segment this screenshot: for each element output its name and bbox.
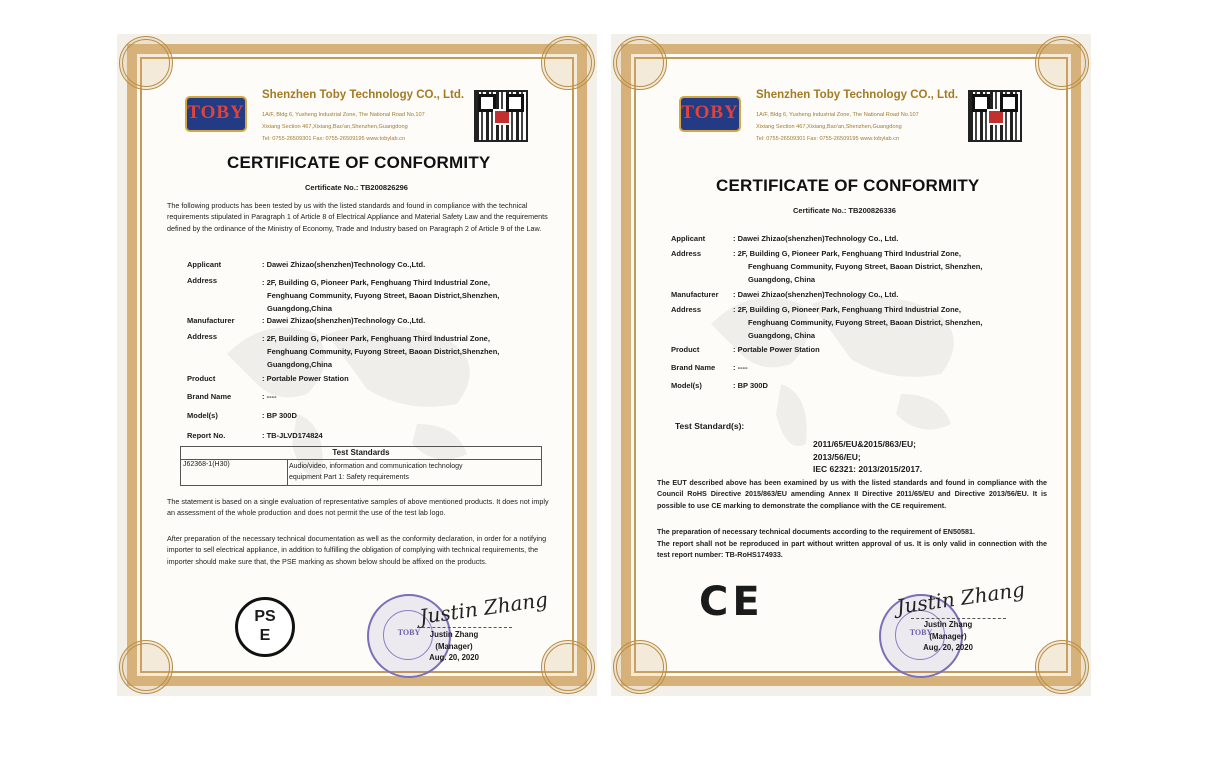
standard-item: IEC 62321: 2013/2015/2017. — [813, 464, 923, 474]
address-line: : 2F, Building G, Pioneer Park, Fenghuang Third Industrial Zone, — [262, 334, 490, 343]
toby-logo: TOBY — [185, 96, 247, 132]
signatory-block — [419, 629, 489, 664]
standard-item: 2011/65/EU&2015/863/EU; — [813, 439, 917, 449]
corner-ornament-icon — [1035, 640, 1089, 694]
field-value: : ---- — [262, 392, 277, 401]
signature-date: Aug. 20, 2020 — [923, 643, 973, 652]
company-contact-line: Tel: 0755-26509301 Fax: 0755-26509195 www.tobylab.cn — [262, 136, 406, 142]
signature-line — [417, 627, 512, 628]
field-applicant — [187, 258, 425, 271]
signature-date: Aug. 20, 2020 — [429, 653, 479, 662]
ce-certificate — [611, 34, 1091, 696]
company-address-line: Xixiang Section 467,Xixiang,Bao'an,Shenzhen,Guangdong — [262, 124, 408, 130]
field-label: Brand Name — [671, 363, 716, 372]
field-product — [671, 343, 820, 356]
field-value: : TB-JLVD174824 — [262, 431, 323, 440]
address-line: Fenghuang Community, Fuyong Street, Baoan District, Shenzhen, — [748, 318, 983, 327]
field-label: Address — [671, 305, 702, 314]
field-label: Applicant — [671, 234, 706, 243]
field-brand-name — [671, 361, 748, 374]
statement-paragraph: The EUT described above has been examined by us with the listed standards and found in compliance with the Council RoHS Directive 2015/863/EU amending Annex II Directive 2011/65/EU and Directive 2013/56/EU. It is possible to use CE marking to demonstrate the compliance with the CE requirement. — [657, 478, 1047, 510]
field-value: : Dawei Zhizao(shenzhen)Technology Co., Ltd. — [733, 290, 899, 299]
signatory-name: Justin Zhang — [429, 630, 479, 639]
pse-certificate — [117, 34, 597, 696]
standard-code: J62368-1(H30) — [181, 459, 288, 485]
test-standards-list — [813, 438, 922, 476]
pse-mark-text: E — [259, 627, 271, 644]
field-label: Model(s) — [671, 381, 702, 390]
field-value: : Portable Power Station — [733, 345, 820, 354]
pse-mark-icon — [235, 597, 295, 657]
address-line: Guangdong, China — [748, 331, 816, 340]
corner-ornament-icon — [541, 640, 595, 694]
field-label: Manufacturer — [187, 316, 235, 325]
field-address-value — [262, 332, 499, 371]
address-line: : 2F, Building G, Pioneer Park, Fenghuang Third Industrial Zone, — [262, 278, 490, 287]
field-address-label — [187, 330, 217, 343]
signatory-role: (Manager) — [435, 641, 473, 651]
company-name: Shenzhen Toby Technology CO., Ltd. — [756, 89, 959, 101]
address-line: Guangdong,China — [267, 360, 332, 369]
intro-paragraph: The following products has been tested by us with the listed standards and found in compliance with the technical requirements stipulated in Paragraph 1 of Article 8 of Electrical Appliance and Material Safety Law and the requirements defined by the ordinance of the Ministry of Economy, Trade and Industry based on Paragraph 2 of Article 9 of the Law. — [167, 201, 548, 233]
standards-table — [180, 446, 542, 486]
stamp-text: TOBY — [909, 628, 933, 637]
ce-mark-icon: CE — [699, 579, 764, 625]
company-address-line: 1A/F, Bldg 6, Yusheng Industrial Zone, The National Road No.107 — [756, 112, 919, 118]
signatory-block — [913, 619, 983, 654]
description-line: equipment Part 1: Safety requirements — [289, 474, 409, 481]
corner-ornament-icon — [119, 36, 173, 90]
field-label: Address — [187, 276, 218, 285]
field-address-value — [733, 247, 982, 286]
qr-code-icon — [474, 90, 528, 142]
handwritten-signature: Justin Zhang — [417, 587, 550, 629]
field-label: Product — [187, 374, 216, 383]
field-applicant — [671, 232, 898, 245]
field-models — [187, 409, 297, 422]
address-line: Guangdong, China — [748, 275, 816, 284]
certificate-number: Certificate No.: TB200826336 — [793, 206, 896, 215]
field-label: Model(s) — [187, 411, 218, 420]
statement-paragraph: After preparation of the necessary technical documentation as well as the conformity declaration, in order for a notifying importer to sell electrical appliance, in addition to fulfilling the obligation of complying with technical requirements, the importer should make sure that, the PSE marking as shown below should be affixed on the products. — [167, 534, 547, 566]
signatory-name: Justin Zhang — [923, 620, 973, 629]
field-report-no — [187, 429, 323, 442]
standard-description — [287, 459, 539, 485]
field-product — [187, 372, 349, 385]
field-label: Address — [187, 332, 218, 341]
statement-paragraph: The statement is based on a single evaluation of representative samples of above mentioned products. It does not imply an assessment of the whole production and does not permit the use of the test lab logo. — [167, 497, 549, 518]
address-line: : 2F, Building G, Pioneer Park, Fenghuang Third Industrial Zone, — [733, 305, 961, 314]
field-label: Brand Name — [187, 392, 232, 401]
certificate-number: Certificate No.: TB200826296 — [305, 183, 408, 192]
address-line: Fenghuang Community, Fuyong Street, Baoan District,Shenzhen, — [267, 347, 500, 356]
qr-code-icon — [968, 90, 1022, 142]
company-address-line: Xixiang Section 467,Xixiang,Bao'an,Shenzhen,Guangdong — [756, 124, 902, 130]
pse-mark-text: PS — [254, 608, 276, 625]
field-value: : Dawei Zhizao(shenzhen)Technology Co., Ltd. — [733, 234, 899, 243]
corner-ornament-icon — [119, 640, 173, 694]
handwritten-signature: Justin Zhang — [894, 577, 1027, 619]
signatory-role: (Manager) — [929, 631, 967, 641]
standard-item: 2013/56/EU; — [813, 451, 861, 462]
field-label: Manufacturer — [671, 290, 719, 299]
toby-logo: TOBY — [679, 96, 741, 132]
description-line: Audio/video, information and communication technology — [289, 463, 463, 470]
field-value: : BP 300D — [262, 411, 297, 420]
field-address-label — [187, 274, 217, 287]
address-line: Fenghuang Community, Fuyong Street, Baoan District, Shenzhen, — [748, 262, 983, 271]
address-line: Guangdong,China — [267, 304, 332, 313]
stamp-text: TOBY — [397, 628, 421, 637]
company-address-line: 1A/F, Bldg 6, Yusheng Industrial Zone, The National Road No.107 — [262, 112, 425, 118]
field-address-label — [671, 303, 701, 316]
corner-ornament-icon — [613, 36, 667, 90]
field-label: Address — [671, 249, 702, 258]
field-brand-name — [187, 390, 277, 403]
field-manufacturer — [187, 314, 425, 327]
address-line: Fenghuang Community, Fuyong Street, Baoan District,Shenzhen, — [267, 291, 500, 300]
statement-paragraph: The preparation of necessary technical documents according to the requirement of EN50581. — [657, 527, 975, 536]
field-label: Report No. — [187, 431, 226, 440]
field-address-label — [671, 247, 701, 260]
company-contact-line: Tel: 0755-26509301 Fax: 0755-26509195 www.tobylab.cn — [756, 136, 900, 142]
field-value: : Portable Power Station — [262, 374, 349, 383]
field-models — [671, 379, 768, 392]
certificate-title: CERTIFICATE OF CONFORMITY — [716, 176, 980, 195]
standards-table-header: Test Standards — [181, 447, 541, 460]
certificate-title: CERTIFICATE OF CONFORMITY — [227, 153, 491, 172]
field-label: Product — [671, 345, 700, 354]
address-line: : 2F, Building G, Pioneer Park, Fenghuang Third Industrial Zone, — [733, 249, 961, 258]
field-address-value — [262, 276, 499, 315]
corner-ornament-icon — [1035, 36, 1089, 90]
field-label: Test Standard(s): — [675, 421, 745, 431]
field-address-value — [733, 303, 982, 342]
corner-ornament-icon — [613, 640, 667, 694]
field-manufacturer — [671, 288, 898, 301]
field-value: : ---- — [733, 363, 748, 372]
company-name: Shenzhen Toby Technology CO., Ltd. — [262, 89, 465, 101]
field-value: : Dawei Zhizao(shenzhen)Technology Co.,Ltd. — [262, 260, 426, 269]
field-value: : BP 300D — [733, 381, 768, 390]
field-label: Applicant — [187, 260, 222, 269]
field-value: : Dawei Zhizao(shenzhen)Technology Co.,Ltd. — [262, 316, 426, 325]
corner-ornament-icon — [541, 36, 595, 90]
test-standard-label — [675, 420, 744, 433]
statement-paragraph: The report shall not be reproduced in part without written approval of us. It is only valid in connection with the test report number: TB-RoHS174933. — [657, 539, 1047, 560]
